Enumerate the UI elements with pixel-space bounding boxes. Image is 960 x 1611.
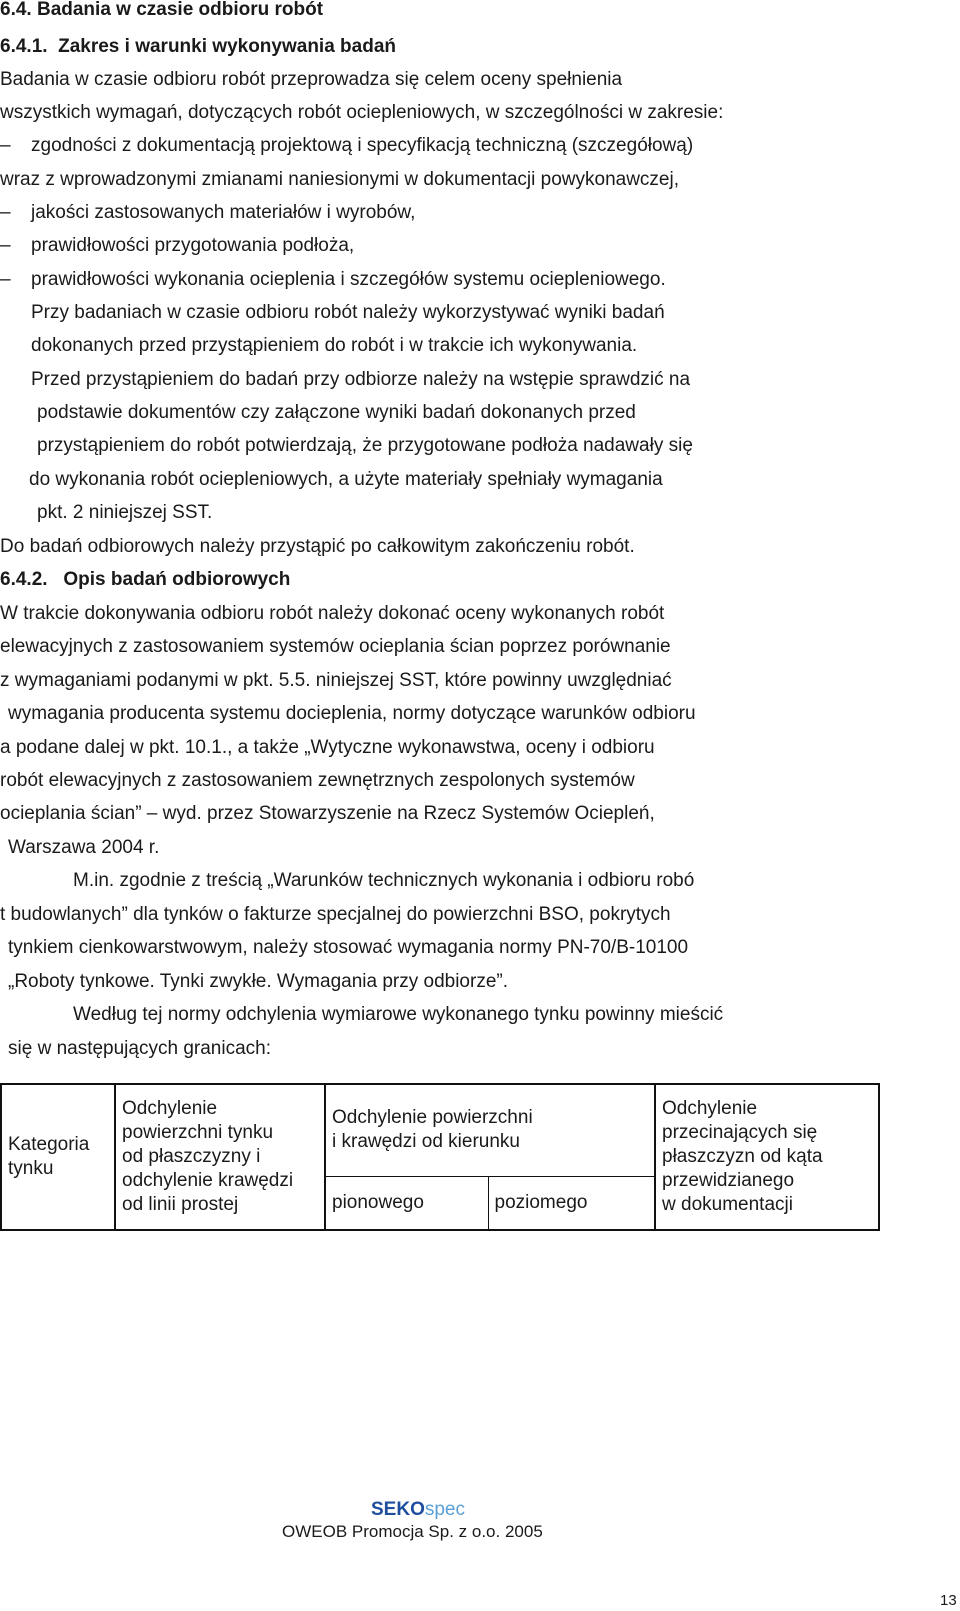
footer-company: OWEOB Promocja Sp. z o.o. 2005: [282, 1522, 543, 1541]
paragraph-4-line-4: wymagania producenta systemu docieplenia, normy dotyczące warunków odbioru: [8, 703, 696, 724]
paragraph-5-line-4: „Roboty tynkowe. Tynki zwykłe. Wymagania przy odbiorze”.: [8, 971, 509, 992]
paragraph-2-line-1: Przed przystąpieniem do badań przy odbiorze należy na wstępie sprawdzić na: [31, 369, 691, 390]
subsection-2-heading: [0, 568, 290, 592]
paragraph-4-line-6: robót elewacyjnych z zastosowaniem zewnętrznych zespolonych systemów: [0, 770, 635, 791]
tolerance-table: [0, 1083, 880, 1231]
table-header-line: odchylenie krawędzi: [122, 1170, 294, 1191]
paragraph-2-line-2: podstawie dokumentów czy załączone wyniki badań dokonanych przed: [37, 402, 636, 423]
section-heading: 6.4. Badania w czasie odbioru robót: [0, 0, 324, 20]
list-item-1b: wraz z wprowadzonymi zmianami naniesionymi w dokumentacji powykonawczej,: [0, 169, 679, 190]
paragraph-2-line-5: pkt. 2 niniejszej SST.: [37, 502, 213, 523]
paragraph-1-line-1: Przy badaniach w czasie odbioru robót należy wykorzystywać wyniki badań: [31, 302, 665, 323]
table-header-line: płaszczyzn od kąta: [662, 1146, 823, 1167]
paragraph-4-line-7: ocieplania ścian” – wyd. przez Stowarzyszenie na Rzecz Systemów Ociepleń,: [0, 803, 655, 824]
table-header-line: tynku: [8, 1158, 54, 1179]
table-header-direction-deviation: [325, 1084, 655, 1176]
paragraph-5-line-3: tynkiem cienkowarstwowym, należy stosować wymagania normy PN-70/B-10100: [8, 937, 689, 958]
table-header-line: Odchylenie powierzchni: [332, 1107, 533, 1129]
paragraph-4-line-2: elewacyjnych z zastosowaniem systemów ocieplania ścian poprzez porównanie: [0, 636, 671, 657]
page-number: 13: [940, 1592, 957, 1609]
paragraph-4-line-8: Warszawa 2004 r.: [8, 837, 160, 858]
table-header-line: od linii prostej: [122, 1194, 239, 1215]
subsection-1-title: Zakres i warunki wykonywania badań: [58, 36, 397, 57]
table-header-line: powierzchni tynku: [122, 1122, 274, 1143]
paragraph-5-line-1: M.in. zgodnie z treścią „Warunków technicznych wykonania i odbioru robó: [73, 870, 695, 891]
paragraph-2-line-3: przystąpieniem do robót potwierdzają, że przygotowane podłoża nadawały się: [37, 435, 693, 456]
list-item-3: prawidłowości przygotowania podłoża,: [31, 235, 355, 256]
table-header-horizontal: poziomego: [488, 1176, 655, 1230]
list-dash: –: [0, 235, 11, 256]
table-header-line: od płaszczyzny i: [122, 1146, 261, 1167]
logo-text-part-1: SEKO: [371, 1499, 425, 1520]
list-dash: –: [0, 202, 11, 223]
paragraph-6-line-2: się w następujących granicach:: [8, 1038, 271, 1059]
intro-line-2: wszystkich wymagań, dotyczących robót ociepleniowych, w szczególności w zakresie:: [0, 102, 724, 123]
table-header-line: przewidzianego: [662, 1170, 795, 1191]
table-header-line: Odchylenie: [122, 1098, 218, 1119]
paragraph-4-line-1: W trakcie dokonywania odbioru robót należy dokonać oceny wykonanych robót: [0, 603, 665, 624]
table-header-line: i krawędzi od kierunku: [332, 1131, 520, 1153]
subsection-2-title: Opis badań odbiorowych: [63, 569, 291, 590]
table-header-angle-deviation: [655, 1084, 879, 1230]
paragraph-3: Do badań odbiorowych należy przystąpić po całkowitym zakończeniu robót.: [0, 536, 635, 557]
list-item-4: prawidłowości wykonania ocieplenia i szczegółów systemu ociepleniowego.: [31, 269, 666, 290]
list-item-2: jakości zastosowanych materiałów i wyrobów,: [31, 202, 416, 223]
paragraph-4-line-5: a podane dalej w pkt. 10.1., a także „Wytyczne wykonawstwa, oceny i odbioru: [0, 737, 655, 758]
subsection-2-number: 6.4.2.: [0, 569, 48, 590]
list-dash: –: [0, 269, 11, 290]
paragraph-2-line-4: do wykonania robót ociepleniowych, a użyte materiały spełniały wymagania: [29, 469, 663, 490]
table-header-plane-deviation: [115, 1084, 325, 1230]
subsection-1-number: 6.4.1.: [0, 36, 48, 57]
list-dash: –: [0, 135, 11, 156]
table-header-line: przecinających się: [662, 1122, 818, 1143]
table-header-line: Kategoria: [8, 1134, 90, 1155]
paragraph-4-line-3: z wymaganiami podanymi w pkt. 5.5. niniejszej SST, które powinny uwzględniać: [0, 670, 672, 691]
subsection-1-heading: [0, 35, 396, 59]
table-header-line: Odchylenie: [662, 1098, 758, 1119]
paragraph-1-line-2: dokonanych przed przystąpieniem do robót i w trakcie ich wykonywania.: [31, 335, 638, 356]
table-header-category: [1, 1084, 115, 1230]
table-header-line: w dokumentacji: [662, 1194, 793, 1215]
paragraph-5-line-2: t budowlanych” dla tynków o fakturze specjalnej do powierzchni BSO, pokrytych: [0, 904, 671, 925]
logo-text-part-2: spec: [424, 1499, 465, 1520]
intro-line-1: Badania w czasie odbioru robót przeprowadza się celem oceny spełnienia: [0, 69, 623, 90]
company-logo: [368, 1499, 468, 1521]
table-header-vertical: pionowego: [325, 1176, 488, 1230]
paragraph-6-line-1: Według tej normy odchylenia wymiarowe wykonanego tynku powinny mieścić: [73, 1004, 724, 1025]
list-item-1a: zgodności z dokumentacją projektową i specyfikacją techniczną (szczegółową): [31, 135, 694, 156]
